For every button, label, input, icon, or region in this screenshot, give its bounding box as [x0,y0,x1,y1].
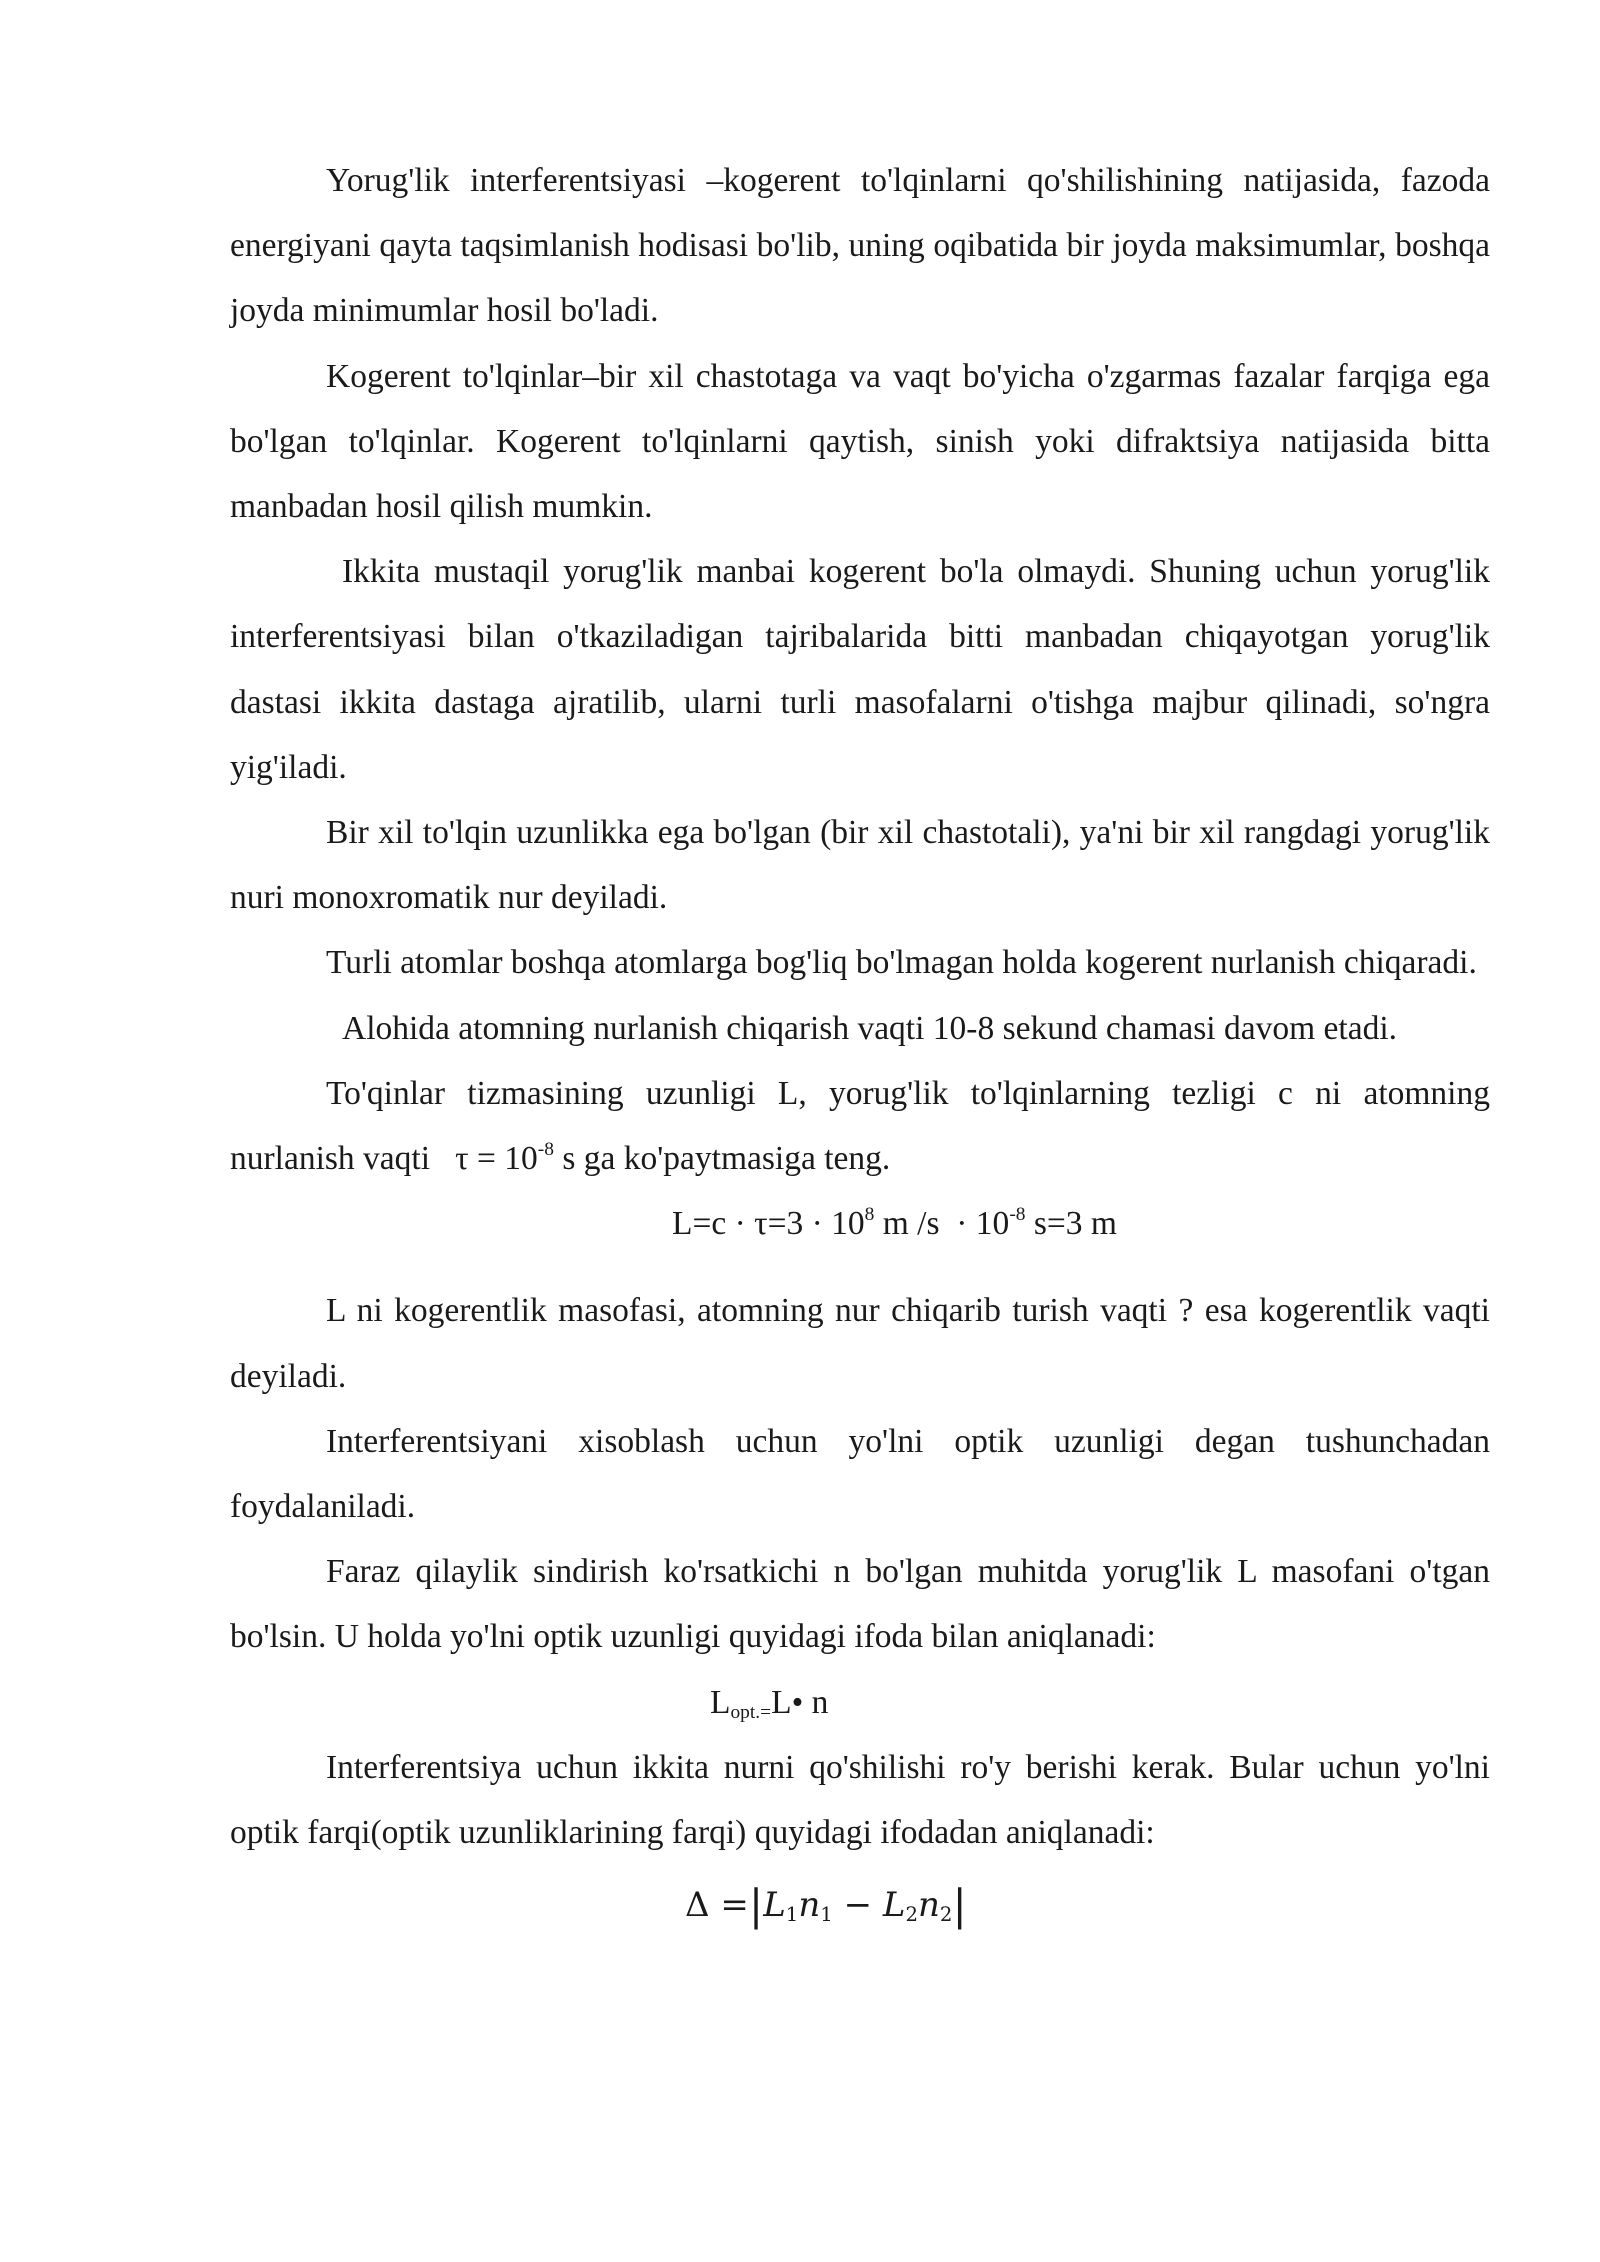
p7-tail: s ga ko'paytmasiga teng. [562,1140,891,1178]
formula3-minus: − [843,1885,873,1926]
formula3-L2: L [882,1885,906,1926]
paragraph-independent-sources: Ikkita mustaqil yorug'lik manbai kogerent bo'la olmaydi. Shuning uchun yorug'lik interferentsiyasi bilan o'tkaziladigan tajribalarida bitti manbadan chiqayotgan yorug'lik dastasi ikkita dastaga ajratilib, ularni turli masofalarni o'tishga majbur qilinadi, so'ngra yig'iladi. [230,553,1490,786]
formula2-sub: opt.= [730,1701,772,1723]
p7-text: To'qinlar tizmasining uzunligi L, yorug'lik to'lqinlarning tezligi c ni atomning nurlanish vaqti [230,1074,1490,1178]
paragraph-coherent-waves: Kogerent to'lqinlar–bir xil chastotaga va vaqt bo'yicha o'zgarmas fazalar farqiga ega bo'lgan to'lqinlar. Kogerent to'lqinlarni qaytish, sinish yoki difraktsiya natijasida bitta manbadan hosil qilish mumkin. [230,357,1490,526]
paragraph-interference-definition: Yorug'lik interferentsiyasi –kogerent to'lqinlarni qo'shilishining natijasida, fazoda energiyani qayta taqsimlanish hodisasi bo'lib, uning oqibatida bir joyda maksimumlar, boshqa joyda minimumlar hosil bo'ladi. [230,162,1490,330]
formula3-n2: n [918,1885,940,1926]
formula-path-difference [230,1873,1490,1939]
formula1-exp-a: 8 [864,1204,875,1226]
formula3-n1-sub: 1 [820,1903,833,1927]
formula3-L2-sub: 2 [905,1903,919,1927]
p7-tau: τ = 10 [455,1140,538,1178]
formula3-bar-left: | [748,1881,764,1931]
paragraph-monochromatic: Bir xil to'lqin uzunlikka ega bo'lgan (bir xil chastotali), ya'ni bir xil rangdagi yorug'lik nuri monoxromatik nur deyiladi. [230,814,1490,917]
formula3-L1: L [763,1885,786,1926]
formula3-bar-right: | [952,1881,967,1931]
paragraph-atoms-radiation: Turli atomlar boshqa atomlarga bog'liq bo'lmagan holda kogerent nurlanish chiqaradi. [326,944,1477,982]
formula1-exp-c: -8 [1009,1204,1026,1226]
formula1-part-a: L=c · τ=3 · 10 [672,1205,865,1243]
formula1-part-c: · 10 [956,1205,1010,1243]
paragraph-refractive-index: Faraz qilaylik sindirish ko'rsatkichi n bo'lgan muhitda yorug'lik L masofani o'tgan bo'lsin. U holda yo'lni optik uzunligi quyidagi ifoda bilan aniqlanadi: [230,1553,1490,1656]
formula1-part-d: s=3 m [1033,1205,1117,1243]
document-page [230,148,1490,1939]
formula1-part-b: m /s [882,1205,940,1243]
spacer [230,1256,1490,1278]
formula-optical-length [230,1670,1490,1735]
paragraph-wave-train-length [230,1061,1490,1191]
formula3-n2-sub: 2 [939,1903,953,1927]
formula2-main: L [710,1683,731,1721]
formula3-delta: Δ = [685,1885,749,1926]
formula3-L1-sub: 1 [785,1903,799,1927]
paragraph-coherence-distance: L ni kogerentlik masofasi, atomning nur chiqarib turish vaqti ? esa kogerentlik vaqti deyiladi. [230,1292,1490,1395]
paragraph-path-difference: Interferentsiya uchun ikkita nurni qo'shilishi ro'y berishi kerak. Bular uchun yo'lni optik farqi(optik uzunliklarining farqi) quyidagi ifodadan aniqlanadi: [230,1748,1490,1852]
formula2-rest: L• n [771,1683,829,1721]
formula3-n1: n [798,1885,821,1926]
paragraph-emission-time: Alohida atomning nurlanish chiqarish vaqti 10-8 sekund chamasi davom etadi. [342,1009,1398,1047]
formula-coherence-length [230,1191,1490,1256]
p7-exponent: -8 [537,1139,554,1161]
paragraph-optical-length-concept: Interferentsiyani xisoblash uchun yo'lni optik uzunligi degan tushunchadan foydalaniladi. [230,1422,1490,1526]
